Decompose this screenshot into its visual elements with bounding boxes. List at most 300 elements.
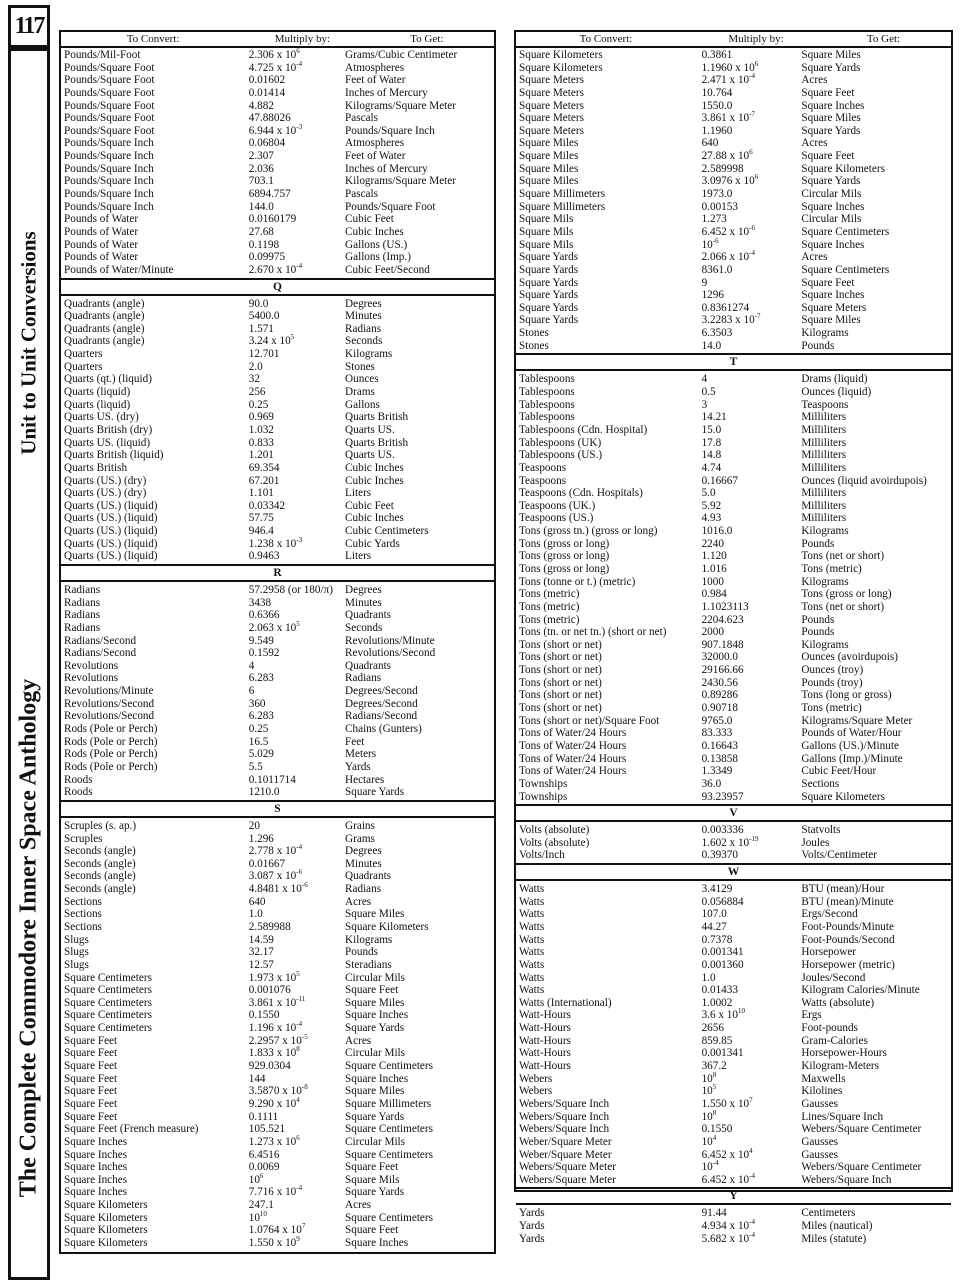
convert-from: Pounds/Square Foot [64,124,155,137]
multiplier: 6.452 x $10^4$ [701,1146,753,1161]
convert-from: Tablespoons [519,398,575,411]
convert-from: Square Feet [64,1047,118,1060]
convert-from: Seconds (angle) [64,870,136,883]
convert-to: Square Yards [345,1022,405,1035]
table-header [61,32,494,48]
table-row [516,626,951,639]
multiplier: 1.0 [701,971,716,984]
page-number [8,5,50,48]
multiplier: 4.725 x $10^{-4}$ [248,59,303,74]
multiplier: 0.003336 [701,824,744,837]
convert-from: Radians [64,596,101,609]
convert-from: Townships [519,790,568,803]
multiplier: 3.6 x $10^{10}$ [701,1007,745,1022]
conversion-table-left [59,30,496,1254]
exponent: -8 [301,1083,308,1092]
multiplier: 6.452 x $10^{-6}$ [701,223,755,238]
convert-from: Square Kilometers [64,1224,148,1237]
table-row [516,997,951,1010]
multiplier: 0.01602 [248,74,286,87]
table-row [516,908,951,921]
multiplier: 256 [248,386,266,399]
section-letter-t: T [516,353,951,371]
convert-to: Cubic Feet [345,213,394,226]
convert-from: Stones [519,327,549,340]
multiplier: 9.549 [248,634,274,647]
convert-to: Square Centimeters [345,1060,433,1073]
exponent: 4 [749,1146,753,1155]
convert-to: Kilograms/Square Meter [801,714,913,727]
exponent: 5 [290,333,295,342]
convert-to: Tons (net or short) [801,600,885,613]
convert-to: Stones [345,360,375,373]
convert-to: Tons (gross or long) [801,588,892,601]
convert-to: Grams [345,832,375,845]
multiplier: $10^{-4}$ [701,1159,719,1174]
table-row [516,1095,951,1111]
multiplier: 0.1011714 [248,773,296,786]
convert-from: Rods (Pole or Perch) [64,760,158,773]
table-row [61,1237,494,1250]
multiplier: 2240 [701,537,724,550]
convert-from: Square Millimeters [519,188,606,201]
table-row [516,1108,951,1124]
multiplier: 0.056884 [701,895,744,908]
table-row [61,226,494,239]
convert-to: Webers/Square Inch [801,1173,892,1186]
multiplier: 32000.0 [701,651,738,664]
multiplier: 929.0304 [248,1060,291,1073]
table-row [516,314,951,327]
multiplier: 946.4 [248,525,274,538]
table-row [61,500,494,513]
convert-from: Quadrants (angle) [64,310,145,323]
exponent: 7 [301,1222,306,1231]
convert-from: Tons (short or net)/Square Foot [519,714,660,727]
table-row [516,125,951,138]
convert-to: Seconds [345,621,383,634]
convert-to: Foot-pounds [801,1022,858,1035]
convert-to: Square Inches [345,1009,409,1022]
convert-from: Tons of Water/24 Hours [519,739,627,752]
convert-from: Tons (short or net) [519,638,602,651]
multiplier: $10^6$ [248,1171,264,1186]
multiplier: 6.3503 [701,327,733,340]
convert-to: Circular Mils [345,1135,406,1148]
multiplier: 67.201 [248,474,280,487]
multiplier: 6.452 x $10^{-4}$ [701,1171,755,1186]
exponent: -6 [749,223,755,232]
convert-from: Pounds/Square Inch [64,162,154,175]
convert-to: Horsepower (metric) [801,958,895,971]
multiplier: 3438 [248,596,272,609]
convert-to: Square Feet [801,150,855,163]
table-row [61,188,494,201]
convert-to: Cubic Yards [345,537,400,550]
multiplier: 1.0002 [701,996,733,1009]
convert-to: Cubic Feet/Second [345,263,430,276]
convert-from: Quadrants (angle) [64,335,145,348]
convert-to: Minutes [345,596,382,609]
convert-to: Webers/Square Centimeter [801,1161,922,1174]
convert-from: Slugs [64,958,89,971]
exponent: -4 [296,59,303,68]
multiplier: 247.1 [248,1199,274,1212]
convert-to: Square Yards [801,124,861,137]
convert-to: Square Miles [801,314,861,327]
convert-from: Rods (Pole or Perch) [64,748,158,761]
convert-from: Square Feet [64,1060,118,1073]
table-row [61,213,494,226]
exponent: -4 [712,1159,719,1168]
convert-from: Sections [64,895,102,908]
multiplier: 4.74 [701,461,722,474]
convert-from: Quarts (US.) (liquid) [64,512,158,525]
multiplier: 3.0976 x $10^6$ [701,173,759,188]
table-row [516,386,951,399]
multiplier: 0.09975 [248,251,286,264]
convert-to: Milliliters [801,461,847,474]
convert-to: Ounces (liquid) [801,386,872,399]
multiplier: 14.0 [701,339,722,352]
table-row [516,277,951,290]
multiplier: 17.8 [701,436,722,449]
table-row [516,302,951,315]
convert-from: Quarts (qt.) (liquid) [64,373,152,386]
multiplier: 4.93 [701,512,722,525]
convert-from: Tons (metric) [519,588,580,601]
convert-from: Square Feet [64,1034,118,1047]
exponent: -11 [296,994,306,1003]
convert-to: Seconds [345,335,383,348]
section-group [61,583,494,799]
table-row [516,340,951,353]
multiplier: 3.4129 [701,883,733,896]
multiplier: 1000 [701,575,724,588]
multiplier: 0.03342 [248,499,286,512]
multiplier: 5.5 [248,760,263,773]
exponent: 6 [296,1133,300,1142]
convert-to: Degrees [345,583,382,596]
multiplier: 640 [701,137,719,150]
table-row [516,677,951,690]
convert-from: Slugs [64,933,89,946]
convert-from: Watt-Hours [519,1022,571,1035]
table-row [516,614,951,627]
convert-to: Milliliters [801,499,847,512]
multiplier: 8361.0 [701,263,733,276]
multiplier: 0.25 [248,398,269,411]
multiplier: 2.670 x $10^{-4}$ [248,261,303,276]
convert-to: Pounds/Square Inch [345,124,435,137]
convert-from: Square Kilometers [64,1211,148,1224]
convert-to: Maxwells [801,1072,846,1085]
table-row [61,883,494,896]
convert-from: Rods (Pole or Perch) [64,723,158,736]
multiplier: 0.13858 [701,752,738,765]
convert-from: Volts (absolute) [519,836,590,849]
table-row [61,984,494,997]
multiplier: 0.001076 [248,984,291,997]
convert-to: Pounds [345,946,378,959]
table-row [61,748,494,761]
table-row [516,651,951,664]
convert-to: Miles (statute) [801,1232,867,1245]
convert-from: Volts (absolute) [519,824,590,837]
convert-from: Square Mils [519,213,574,226]
table-row [516,753,951,766]
convert-to: Pascals [345,188,378,201]
convert-from: Webers/Square Inch [519,1110,610,1123]
convert-from: Radians [64,621,101,634]
convert-to: Degrees [345,297,382,310]
convert-to: Quadrants [345,609,392,622]
multiplier: 2.063 x $10^5$ [248,619,300,634]
table-row [61,723,494,736]
convert-from: Slugs [64,946,89,959]
exponent: -6 [712,236,719,245]
multiplier: 1296 [701,289,724,302]
header-to-get: To Get: [866,33,901,45]
convert-to: Quadrants [345,870,392,883]
convert-from: Revolutions [64,659,119,672]
convert-to: Gallons (Imp.) [345,251,411,264]
convert-to: Tons (metric) [801,702,862,715]
convert-to: Square Centimeters [345,1211,433,1224]
table-row [61,462,494,475]
table-row [516,1070,951,1086]
convert-from: Pounds/Square Foot [64,112,155,125]
multiplier: 90.0 [248,297,269,310]
table-row [61,437,494,450]
table-row [61,698,494,711]
multiplier: 12.701 [248,348,280,361]
convert-to: Kilograms/Square Meter [345,99,456,112]
table-row [516,689,951,702]
table-row [61,1111,494,1124]
table-row [61,584,494,597]
multiplier: 20 [248,819,260,832]
section-letter-y: Y [516,1187,951,1205]
convert-to: Atmospheres [345,61,405,74]
table-row [61,774,494,787]
convert-to: Square Inches [801,238,865,251]
convert-to: Acres [801,137,828,150]
convert-from: Watt-Hours [519,1060,571,1073]
multiplier: 0.00153 [701,200,738,213]
section-group [516,823,951,862]
convert-from: Tons of Water/24 Hours [519,765,627,778]
convert-to: Lines/Square Inch [801,1110,884,1123]
multiplier: 6.944 x $10^{-3}$ [248,122,303,137]
convert-from: Teaspoons (UK.) [519,499,596,512]
multiplier: 27.68 [248,225,274,238]
table-row [61,1209,494,1225]
table-row [61,833,494,846]
convert-to: Radians [345,883,382,896]
table-row [516,137,951,150]
multiplier: 2204.623 [701,613,744,626]
exponent: 10 [259,1209,267,1218]
convert-to: Ounces (avoirdupois) [801,651,898,664]
convert-to: Cubic Feet [345,499,394,512]
convert-to: Kilogram-Meters [801,1060,880,1073]
table-row [61,1022,494,1035]
table-body [516,48,951,1245]
multiplier: 14.21 [701,411,727,424]
multiplier: 2.589988 [248,921,291,933]
multiplier: 0.01667 [248,857,286,870]
convert-to: Kilograms [345,348,393,361]
multiplier: $10^{10}$ [248,1209,267,1224]
table-row [516,959,951,972]
multiplier: 1.032 [248,423,274,436]
convert-to: Square Feet [345,1224,399,1237]
table-row [61,858,494,871]
convert-to: Square Inches [345,1237,409,1250]
table-row [516,1060,951,1073]
convert-to: Drams [345,386,375,399]
multiplier: 105.521 [248,1123,286,1136]
table-row [61,411,494,424]
convert-to: Square Meters [801,301,867,314]
multiplier: $10^5$ [701,1083,717,1098]
convert-to: Square Feet [801,86,855,99]
convert-from: Square Centimeters [64,996,152,1009]
multiplier: 107.0 [701,908,727,921]
convert-to: Milliliters [801,423,847,436]
table-row [61,163,494,176]
convert-to: Pounds [801,537,835,550]
multiplier: 83.333 [701,727,733,740]
table-row [516,163,951,176]
table-row [61,1085,494,1098]
convert-from: Webers/Square Inch [519,1097,610,1110]
table-row [61,908,494,921]
convert-from: Pounds/Square Inch [64,137,154,150]
multiplier: 859.85 [701,1034,733,1047]
convert-to: Pounds [801,339,835,352]
convert-from: Pounds of Water [64,213,139,226]
exponent: 5 [712,1083,717,1092]
table-row [516,834,951,850]
convert-from: Square Inches [64,1148,128,1161]
table-row [516,1085,951,1098]
table-body [61,48,494,1250]
table-row [61,100,494,113]
multiplier: 3.861 x $10^{-7}$ [701,110,755,125]
multiplier: 1.3349 [701,765,733,778]
convert-to: Degrees [345,845,382,858]
convert-from: Watts [519,895,545,908]
convert-from: Pounds/Square Foot [64,74,155,87]
multiplier: 1.120 [701,550,727,563]
convert-to: Volts/Centimeter [801,849,877,862]
multiplier: 2.307 [248,150,274,163]
multiplier: 3.861 x $10^{-11}$ [248,994,306,1009]
table-row [61,74,494,87]
convert-to: Cubic Inches [345,461,404,474]
table-row [61,1123,494,1136]
table-row [61,399,494,412]
convert-to: Hectares [345,773,385,786]
multiplier: 1.196 x $10^{-4}$ [248,1020,303,1035]
table-row [61,361,494,374]
convert-from: Weber/Square Meter [519,1135,612,1148]
convert-to: Square Mils [345,1173,400,1186]
multiplier: 4 [701,373,708,386]
multiplier: 1016.0 [701,525,733,538]
convert-from: Watts [519,921,545,933]
convert-from: Revolutions/Minute [64,685,154,698]
convert-to: Radians/Second [345,710,418,723]
convert-to: Kilograms [801,575,849,588]
convert-from: Tons (gross tn.) (gross or long) [519,525,658,538]
table-row [516,1035,951,1048]
table-row [516,449,951,462]
convert-to: Watts (absolute) [801,996,875,1009]
multiplier: 0.833 [248,436,274,449]
convert-from: Watts [519,933,545,946]
multiplier: 4.8481 x $10^{-6}$ [248,881,308,896]
convert-from: Quarts (US.) (liquid) [64,525,158,538]
convert-to: Kilograms [345,933,393,946]
table-row [61,122,494,138]
convert-to: Quarts US. [345,449,395,462]
convert-to: Circular Mils [801,188,862,201]
convert-from: Watt-Hours [519,1034,571,1047]
table-row [61,1224,494,1237]
convert-to: Kilogram Calories/Minute [801,984,920,997]
convert-from: Watts [519,984,545,997]
exponent: 8 [712,1070,717,1079]
table-row [516,487,951,500]
convert-from: Volts/Inch [519,849,565,862]
header-multiply-by: Multiply by: [274,33,331,45]
table-row [516,525,951,538]
multiplier: 4 [248,659,255,672]
convert-from: Square Feet [64,1072,118,1085]
convert-from: Square Meters [519,99,584,112]
convert-from: Quarts (US.) (dry) [64,487,147,500]
table-row [61,647,494,660]
table-row [516,538,951,551]
convert-to: Gausses [801,1148,839,1161]
multiplier: 0.8361274 [701,301,750,314]
convert-to: Liters [345,487,372,500]
table-row [516,791,951,804]
section-letter-w: W [516,863,951,881]
table-row [516,327,951,340]
convert-to: Acres [801,74,828,87]
spine-sidebar [8,48,50,1280]
table-row [516,112,951,125]
page-number-text: 117 [14,13,44,39]
table-row [61,550,494,563]
multiplier: 44.27 [701,921,727,933]
multiplier: 1.550 x $10^7$ [701,1095,753,1110]
table-row [516,462,951,475]
multiplier: 0.001341 [701,1047,744,1060]
convert-from: Revolutions/Second [64,697,155,710]
convert-from: Tablespoons [519,373,575,386]
multiplier: 1.0764 x $10^7$ [248,1222,306,1237]
table-row [61,786,494,799]
table-row [61,921,494,934]
multiplier: $10^8$ [701,1108,717,1123]
table-row [61,1199,494,1212]
table-row [516,1161,951,1174]
